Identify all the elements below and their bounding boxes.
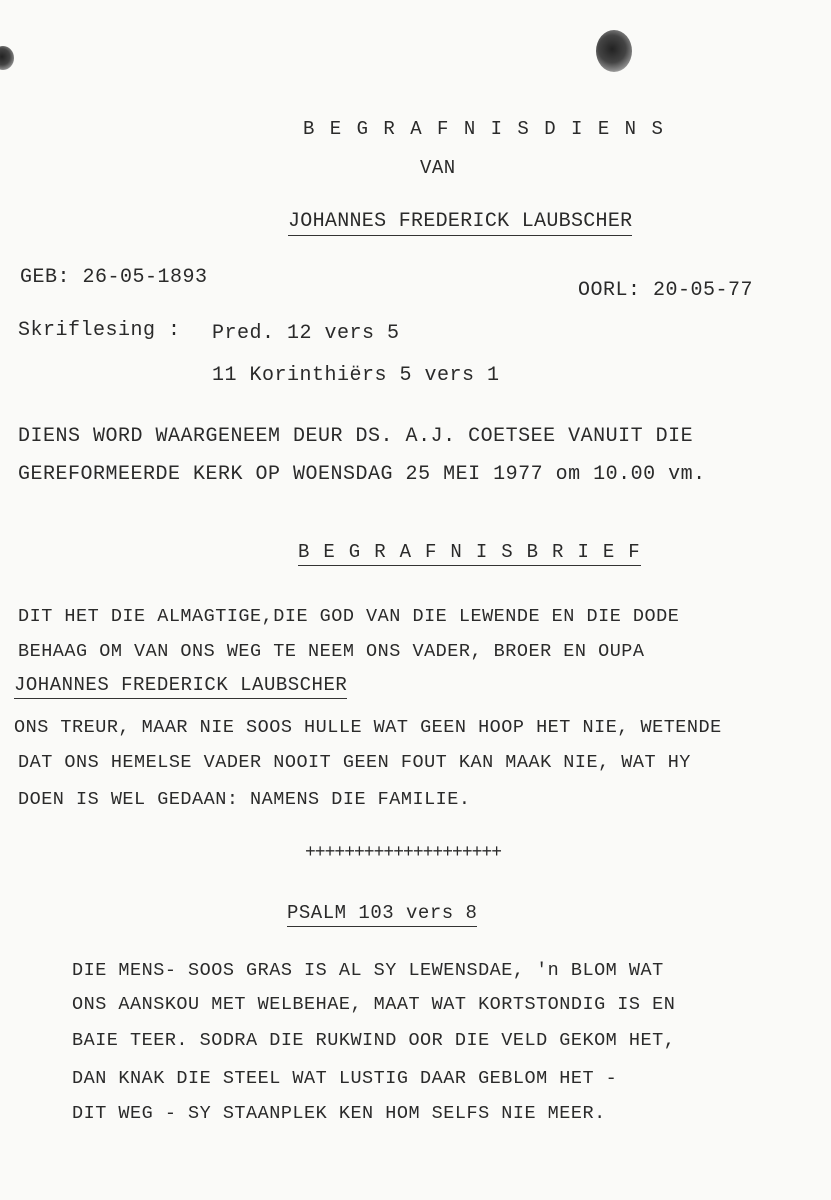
van-label: VAN [420,157,456,179]
edge-mark-icon [0,46,14,70]
letter-line-5: DOEN IS WEL GEDAAN: NAMENS DIE FAMILIE. [18,789,471,810]
scripture-reading-2: 11 Korinthiërs 5 vers 1 [212,364,500,387]
death-date: OORL: 20-05-77 [578,279,754,302]
separator: ++++++++++++++++++++ [305,843,502,863]
letter-heading: B E G R A F N I S B R I E F [298,541,641,566]
psalm-line-1: DIE MENS- SOOS GRAS IS AL SY LEWENSDAE, 'n BLOM WAT [72,960,664,981]
birth-date: GEB: 26-05-1893 [20,266,208,289]
psalm-line-2: ONS AANSKOU MET WELBEHAE, MAAT WAT KORTSTONDIG IS EN [72,994,676,1015]
punch-hole-icon [596,30,632,72]
scripture-reading-1: Pred. 12 vers 5 [212,322,400,345]
service-line-1: DIENS WORD WAARGENEEM DEUR DS. A.J. COETSEE VANUIT DIE [18,425,694,448]
psalm-line-5: DIT WEG - SY STAANPLEK KEN HOM SELFS NIE MEER. [72,1103,606,1124]
letter-line-1: DIT HET DIE ALMAGTIGE,DIE GOD VAN DIE LEWENDE EN DIE DODE [18,606,680,627]
service-line-2: GEREFORMEERDE KERK OP WOENSDAG 25 MEI 1977 om 10.00 vm. [18,463,706,486]
scripture-label: Skriflesing : [18,319,181,342]
letter-line-4: DAT ONS HEMELSE VADER NOOIT GEEN FOUT KAN MAAK NIE, WAT HY [18,752,691,773]
psalm-heading: PSALM 103 vers 8 [287,902,477,927]
letter-line-3: ONS TREUR, MAAR NIE SOOS HULLE WAT GEEN HOOP HET NIE, WETENDE [14,717,722,738]
letter-line-2: BEHAAG OM VAN ONS WEG TE NEEM ONS VADER, BROER EN OUPA [18,641,645,662]
psalm-line-3: BAIE TEER. SODRA DIE RUKWIND OOR DIE VELD GEKOM HET, [72,1030,676,1051]
psalm-line-4: DAN KNAK DIE STEEL WAT LUSTIG DAAR GEBLOM HET - [72,1068,618,1089]
letter-deceased-name: JOHANNES FREDERICK LAUBSCHER [14,674,347,699]
deceased-name: JOHANNES FREDERICK LAUBSCHER [288,210,632,236]
document-title: B E G R A F N I S D I E N S [303,118,665,140]
